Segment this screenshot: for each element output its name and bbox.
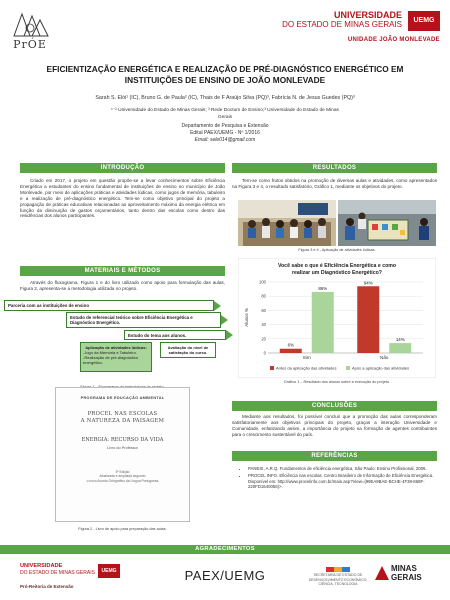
activity-photo-board-game — [338, 200, 436, 246]
flow-step-teaching: Estudo do tema aos alunos. — [124, 330, 226, 340]
methodology-flowchart — [4, 300, 240, 380]
unit-name: UNIDADE JOÃO MONLEVADE — [347, 37, 440, 43]
proe-logo-text: PrÓE — [13, 38, 47, 51]
chart-data-label: 6% — [287, 342, 294, 348]
chart-bar — [312, 292, 334, 353]
chart-y-tick: 40 — [261, 322, 266, 328]
uemg-header-logo — [280, 10, 440, 50]
proe-emblem-icon — [10, 10, 50, 40]
chart-bar — [389, 343, 411, 353]
flow-arrow-icon — [221, 315, 228, 325]
state-line2: GERAIS — [391, 572, 422, 582]
chart-y-label: Alunos % — [244, 308, 249, 327]
secretaria-line2: DESENVOLVIMENTO ECONÔMICO, — [308, 577, 368, 582]
chart-bar — [357, 286, 379, 353]
flow-step-activities — [80, 342, 152, 372]
results-bar-chart — [238, 258, 436, 378]
affiliation-line1: ¹⁻² Universidade do Estado de Minas Gerais; ³ Rede Doctum de Ensino;³ Universidade do Estado de Minas — [111, 108, 339, 113]
minas-gerais-logo — [375, 563, 437, 589]
results-text: Tem-se como frutos obtidos na promoção de diversas aulas e atividades, como apresentados na Figura 3 e 4, o resultado satisfatório, Gráfico 1, mediante os objetivos do projeto. — [232, 178, 437, 189]
chart-title: Você sabe o que é Eficiência Energética e como — [277, 263, 397, 269]
footer-university-line1: UNIVERSIDADE — [20, 563, 63, 569]
chart-y-tick: 80 — [261, 293, 266, 299]
footer-university-line2: DO ESTADO DE MINAS GERAIS — [20, 569, 95, 576]
book-footer-line1: 3ª Edição — [115, 470, 130, 474]
results-chart — [238, 258, 436, 378]
book-program: PROGRAMA DE EDUCAÇÃO AMBIENTAL — [80, 396, 165, 400]
references-list — [248, 466, 438, 491]
chart-legend-swatch — [270, 366, 274, 370]
secretaria-line1: SECRETARIA DE ESTADO DE — [313, 573, 363, 577]
book-subtitle: ENERGIA: RECURSO DA VIDA — [81, 437, 164, 443]
figure2-caption: Figura 2 - Livro de apoio para preparação das aulas. — [78, 527, 167, 531]
support-book-cover — [55, 387, 190, 522]
footer-uemg-logo — [20, 561, 140, 595]
minas-gerais-text — [391, 565, 422, 582]
footer-uemg-badge: UEMG — [98, 564, 120, 578]
secretaria-color-bar-icon — [326, 567, 350, 572]
chart-y-tick: 100 — [259, 279, 266, 285]
board-game-photo-icon — [338, 200, 436, 246]
reference-item: • PROCEL INFO. Eficiência nas escolas. Centro Brasileiro de Informação de Eficiência Energética. Disponível em: http://www.procelinfo.com.br/main.asp?View={99EA9BAE-BCHE-4F38-868F-220FD1640056}>. — [248, 473, 438, 490]
title-line2: INSTITUIÇÕES DE ENSINO DE JOÃO MONLEVADE — [124, 74, 326, 85]
chart-legend-entry: Antes da aplicação das atividades — [276, 365, 337, 371]
department-line2: Edital PAEX/UEMG - Nº 1/2016 — [190, 129, 260, 136]
chart-title: realizar um Diagnóstico Energético? — [292, 270, 382, 276]
intro-heading: INTRODUÇÃO — [20, 163, 225, 173]
flow-step-study: Estudo de referencial teórico sobre Eficiência Energética e Diagnóstico Energético. — [66, 312, 221, 328]
state-line1: MINAS — [391, 564, 417, 573]
intro-text: Criado em 2017, o projeto em questão propõe-se a levar conhecimentos sobre Eficiência Energética a estudantes do ensino fundamental de instituições de ensino no município de João Monlevade, por meio de aplicações práticas e atividades lúdicas, como jogos de memória, tabuleiro e a realização de pré-diagnóstico energético. Tem-se como objetivo principal do projeto a propagação de práticas educativas relacionadas ao aproveitamento máximo da energia elétrica em função da diminuição de gastos orçamentários, tanto dentro das escolas como dentro das residências dos alunos participantes. — [20, 178, 225, 219]
chart-data-label: 94% — [363, 280, 373, 286]
authors: Sarah S. Elói¹ (IC), Bruno G. de Paula² (IC), Thais de F Araújo Silva (PQ)³, Fabrícia N. de Jesus Guedes (PQ)³ — [95, 95, 355, 101]
title-line1: EFICIENTIZAÇÃO ENERGÉTICA E REALIZAÇÃO DE PRÉ-DIAGNÓSTICO ENERGÉTICO EM — [46, 64, 404, 74]
book-footer-line2: Atualizada e ampliada segundo — [99, 474, 146, 479]
activity-photo-classroom — [238, 200, 336, 246]
chart-y-tick: 0 — [263, 350, 266, 356]
activities-item2: -Realização de pré-diagnóstico energético. — [83, 354, 139, 365]
secretaria-logo — [308, 566, 368, 588]
chart-data-label: 86% — [318, 285, 328, 291]
graph1-caption: Gráfico 1 – Resultado dos alunos sobre a execução do projeto. — [283, 380, 391, 384]
reference-item: • PANESI, A.R.Q. Fundamentos de eficiência energética. São Paulo: Ensino Profissional, 2006. — [248, 466, 438, 472]
book-edition: Livro do Professor — [107, 446, 138, 450]
department-line1: Departamento de Pesquisa e Extensão — [181, 123, 269, 129]
chart-legend-entry: Após a aplicação das atividades — [352, 365, 410, 371]
proe-logo — [10, 10, 50, 51]
poster-title — [30, 64, 420, 85]
affiliation — [110, 108, 340, 121]
flow-step-partnership: Parceria com as instituições de ensino — [4, 300, 214, 311]
chart-bar — [280, 349, 302, 353]
author-email: Email: sele014@gmail.com — [194, 136, 256, 143]
book-footer — [56, 470, 189, 483]
results-heading: RESULTADOS — [232, 163, 437, 173]
affiliation-line2: Gerais — [217, 114, 233, 120]
university-line1: UNIVERSIDADE — [333, 10, 402, 20]
chart-legend-swatch — [346, 366, 350, 370]
chart-x-tick: Não — [380, 355, 389, 360]
flow-arrow-icon — [226, 330, 233, 340]
conclusions-text: Mediante aos resultados, foi possível concluir que a promoção das aulas corresponderam satisfatoriamente aos objetivos principais do projeto, graças a interação Universidade e Comunidade, enfatizando assim, a importância do projeto na formação de agentes contribuintes para o crescimento sustentável do país. — [232, 414, 437, 437]
uemg-badge: UEMG — [408, 11, 440, 31]
book-title-line2: A NATUREZA DA PAISAGEM — [80, 418, 165, 424]
methods-text: Através do fluxograma, Figura 1 e do livro utilizado como apoio para formulação das aulas, Figura 2, apresenta-se a metodologia utilizada no projeto. — [20, 280, 225, 291]
program-name: PAEX/UEMG — [184, 568, 266, 583]
chart-y-tick: 20 — [261, 336, 266, 342]
flow-arrow-icon — [214, 301, 221, 311]
book-footer-line3: o novo Acordo Ortográfico da Língua Portuguesa — [86, 478, 159, 483]
methods-heading: MATERIAIS E MÉTODOS — [20, 266, 225, 276]
classroom-photo-icon — [238, 200, 336, 246]
acknowledgements-heading: AGRADECIMENTOS — [0, 545, 450, 554]
chart-y-tick: 60 — [261, 307, 266, 313]
book-title-line1: PROCEL NAS ESCOLAS — [87, 411, 158, 417]
secretaria-line3: CIÊNCIA, TECNOLOGIA — [318, 582, 358, 586]
university-name — [282, 10, 402, 30]
footer-university-name — [20, 563, 95, 576]
minas-gerais-triangle-icon — [375, 566, 389, 580]
chart-data-label: 14% — [395, 337, 405, 343]
university-line2: DO ESTADO DE MINAS GERAIS — [282, 20, 402, 29]
figure3-4-caption: Figura 3 e 4 - Aplicação de atividades lúdicas. — [298, 248, 376, 252]
references-heading: REFERÊNCIAS — [232, 451, 437, 461]
activities-title: Aplicação de atividades lúdicas: — [85, 344, 147, 350]
flow-step-evaluation: Avaliação do nível de satisfação do curso. — [160, 342, 216, 358]
department — [110, 123, 340, 143]
chart-x-tick: Sim — [302, 355, 311, 360]
book-title — [56, 411, 189, 425]
pro-reitoria-label: Pró-Reitoria de Extensão — [20, 584, 74, 589]
activities-item1: -Jogo da Memória e Tabuleiro. — [83, 349, 137, 355]
conclusions-heading: CONCLUSÕES — [232, 401, 437, 411]
